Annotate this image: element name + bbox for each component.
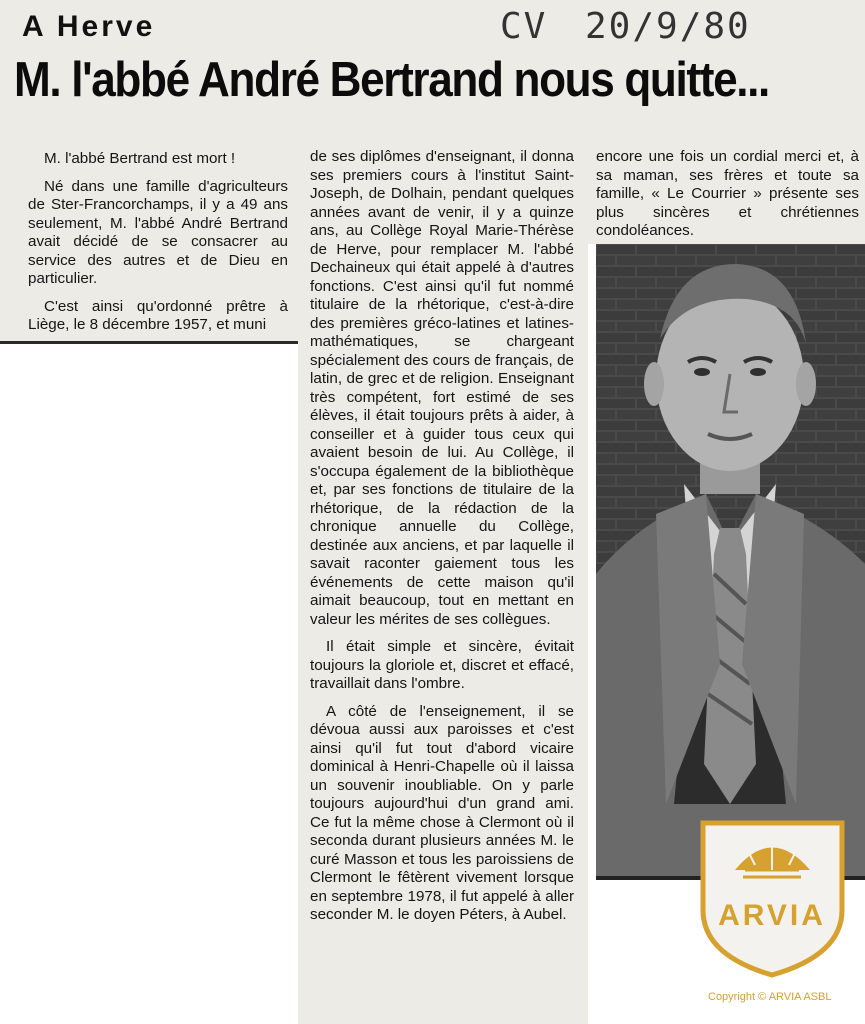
paragraph: de ses diplômes d'enseignant, il donna ses premiers cours à l'institut Saint-Joseph, de Dolhain, pendant quelques années avant de venir, il y a quinze ans, au Collège Royal Marie-Thérèse de Herve, pour remplacer M. l'abbé Dechaineux qui était appelé à d'autres fonctions. C'est ainsi qu'il fut nommé titulaire de la rhétorique, c'est-à-dire des premières gréco-latines et latines-mathématiques, se chargeant spécialement des cours de français, de latin, de grec et de religion. Enseignant très compétent, fort estimé de ses élèves, il était toujours prêts à aider, à conseiller et à guider tous ceux qui avaient besoin de lui. Au Collège, il s'occupa également de la bibliothèque et, par ses fonctions de titulaire de la rhétorique, de la rédaction de la chronique annuelle du Collège, destinée aux anciens, et par laquelle il savait raconter gaiement tous les événements de cette maison qu'il aimait beaucoup, tout en mettant en valeur les mérites de ses collègues. <box>310 148 574 628</box>
handwritten-date: 20/9/80 <box>585 6 751 47</box>
logo-text: ARVIA <box>718 899 826 932</box>
paragraph: A côté de l'enseignement, il se dévoua aussi aux paroisses et c'est ainsi qu'il fut tout d'abord vicaire dominical à Henri-Chapelle où il laissa un souvenir inoubliable. On y parle toujours aujourd'hui d'un grand ami. Ce fut la même chose à Clermont où il seconda durant plusieurs années M. le curé Masson et tous les paroissiens de Clermont le fêtèrent vivement lorsque en septembre 1978, il fut appelé à aller seconder M. le doyen Péters, à Aubel. <box>310 702 574 923</box>
article-column-2 <box>298 148 588 1024</box>
paragraph: M. l'abbé Bertrand est mort ! <box>44 150 236 167</box>
copyright-text: Copyright © ARVIA ASBL <box>708 991 832 1003</box>
article-column-1 <box>0 148 298 344</box>
paragraph: Il était simple et sincère, évitait toujours la gloriole et, discret et effacé, travaillait dans l'ombre. <box>310 638 574 692</box>
arvia-logo <box>695 815 850 980</box>
location-kicker: A Herve <box>22 10 156 43</box>
handwritten-code: CV <box>500 6 548 47</box>
headline: M. l'abbé André Bertrand nous quitte... <box>14 53 769 107</box>
article-column-3 <box>588 148 865 244</box>
paragraph: Né dans une famille d'agriculteurs de Ster-Francorchamps, il y a 49 ans seulement, M. l'abbé André Bertrand avait décidé de se consacrer au service des autres et de Dieu en particulier. <box>28 177 288 287</box>
column-divider <box>0 341 298 344</box>
paragraph: C'est ainsi qu'ordonné prêtre à Liège, le 8 décembre 1957, et muni <box>28 297 288 333</box>
portrait-photo <box>596 244 865 876</box>
paragraph: encore une fois un cordial merci et, à sa maman, ses frères et toute sa famille, « Le Courrier » présente ses plus sincères et chrétiennes condoléances. <box>596 148 859 239</box>
